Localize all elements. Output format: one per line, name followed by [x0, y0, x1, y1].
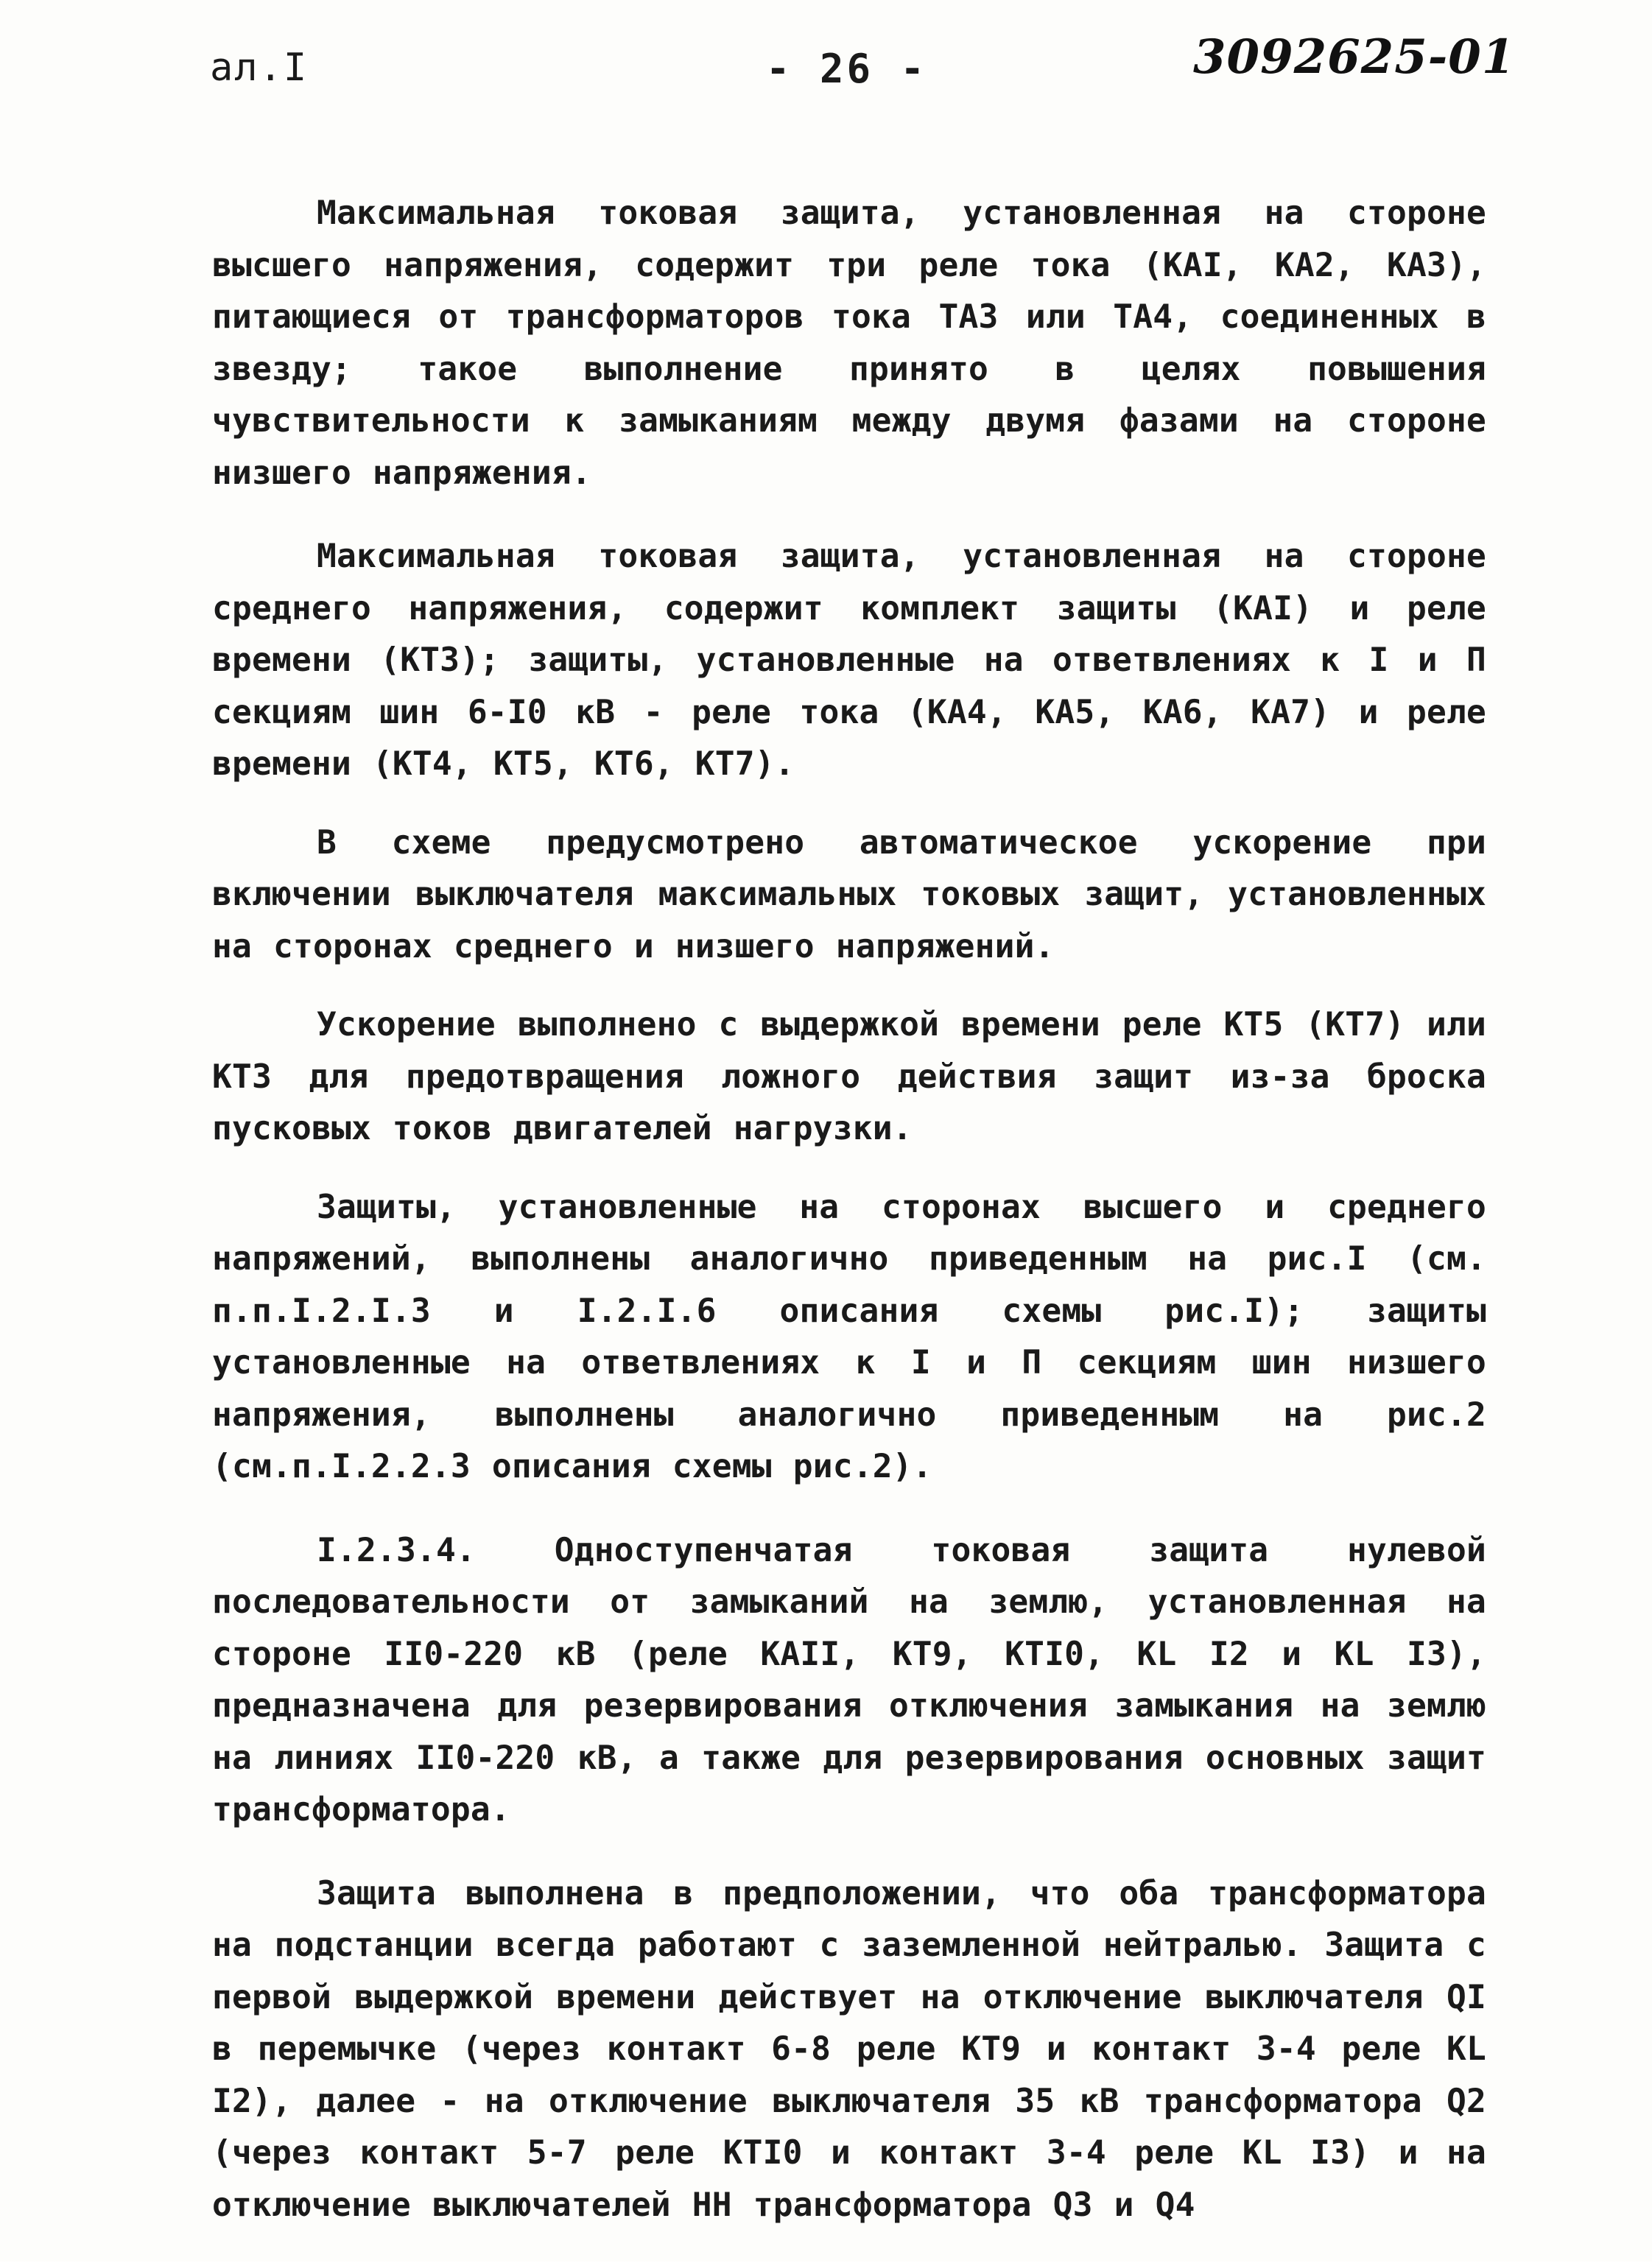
paragraph-protection-action: Защита выполнена в предположении, что оба трансформатора на подстанции всегда работают с заземленной нейтралью. Защита с первой выдержкой времени действует на отключение выключателя QI в перемычке (через контакт 6-8 реле КТ9 и контакт 3-4 реле KL I2), далее - на отключение выключателя 35 кВ трансформатора Q2 (через контакт 5-7 реле КТI0 и контакт 3-4 реле KL I3) и на отключение выключателей НН трансформатора Q3 и Q4	[212, 1874, 1486, 2224]
paragraph-acceleration-delay: Ускорение выполнено с выдержкой времени реле КТ5 (КТ7) или КТ3 для предотвращения ложного действия защит из-за броска пусковых токов двигателей нагрузки.	[212, 1006, 1486, 1147]
page-number: - 26 -	[766, 46, 928, 92]
document-code: 3092625-01	[1193, 29, 1516, 85]
page-header	[0, 29, 1652, 110]
sheet-label: ал.I	[210, 46, 309, 90]
paragraph-zero-sequence: I.2.3.4. Одноступенчатая токовая защита нулевой последовательности от замыканий на землю, установленная на стороне II0-220 кВ (реле КАII, КТ9, КТI0, KL I2 и KL I3), предназначена для резервирования отключения замыкания на землю на линиях II0-220 кВ, а также для резервирования основных защит трансформатора.	[212, 1531, 1486, 1829]
body-text	[212, 188, 1486, 2263]
paragraph-protection-reference: Защиты, установленные на сторонах высшего и среднего напряжений, выполнены аналогично приведенным на рис.I (см. п.п.I.2.I.3 и I.2.I.6 описания схемы рис.I); защиты установленные на ответвлениях к I и П секциям шин низшего напряжения, выполнены аналогично приведенным на рис.2 (см.п.I.2.2.3 описания схемы рис.2).	[212, 1188, 1486, 1485]
paragraph-auto-acceleration: В схеме предусмотрено автоматическое ускорение при включении выключателя максимальных токовых защит, установленных на сторонах среднего и низшего напряжений.	[212, 823, 1486, 965]
paragraph-mv-overcurrent: Максимальная токовая защита, установленная на стороне среднего напряжения, содержит комплект защиты (КАI) и реле времени (КТ3); защиты, установленные на ответвлениях к I и П секциям шин 6-I0 кВ - реле тока (КА4, КА5, КА6, КА7) и реле времени (КТ4, КТ5, КТ6, КТ7).	[212, 538, 1486, 783]
paragraph-hv-overcurrent: Максимальная токовая защита, установленная на стороне высшего напряжения, содержит три реле тока (КАI, КА2, КА3), питающиеся от трансформаторов тока ТА3 или ТА4, соединенных в звезду; такое выполнение принято в целях повышения чувствительности к замыканиям между двумя фазами на стороне низшего напряжения.	[212, 194, 1486, 492]
